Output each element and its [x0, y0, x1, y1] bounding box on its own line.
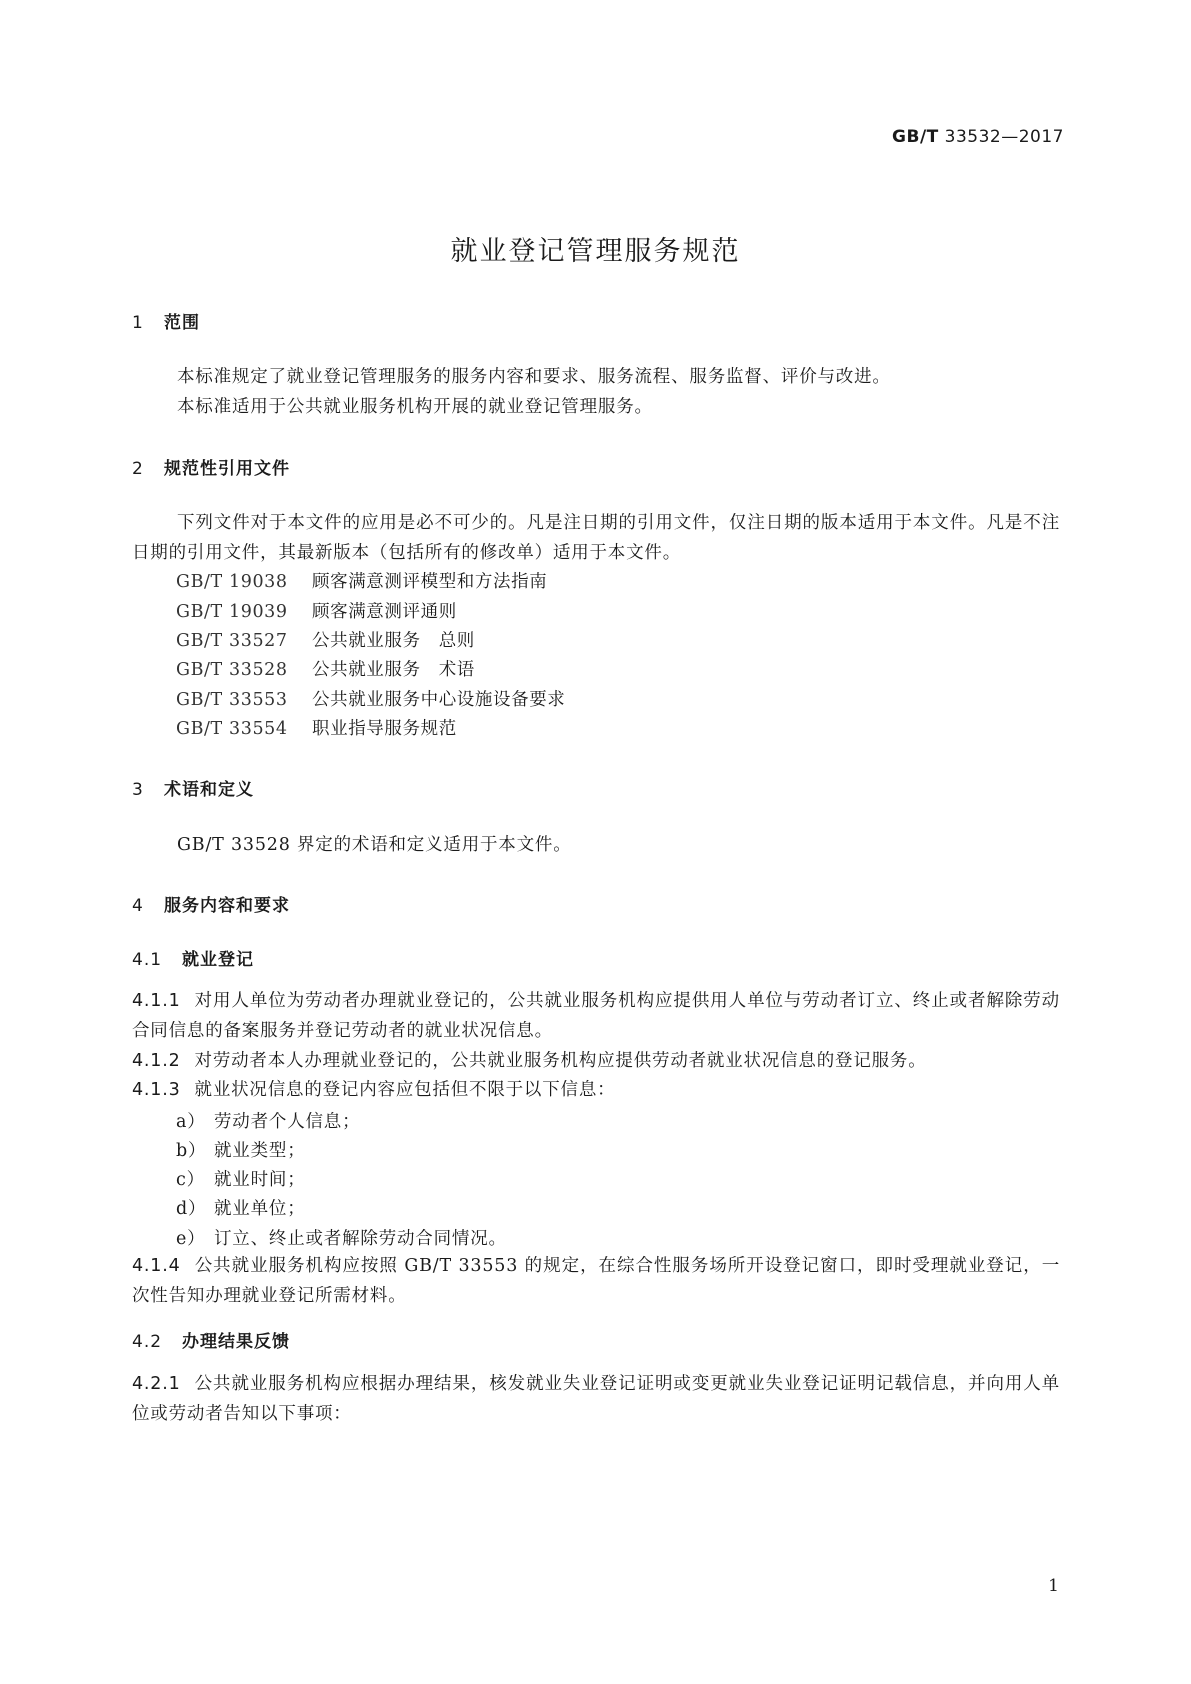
section-title: 服务内容和要求: [164, 896, 290, 916]
reference-item: [176, 715, 457, 740]
reference-item: [176, 656, 475, 681]
reference-code: GB/T 33554: [176, 719, 288, 739]
clause-number: 4.2.1: [132, 1374, 181, 1394]
section-1-heading: [132, 308, 200, 333]
list-marker: e）: [176, 1229, 206, 1249]
reference-title: 顾客满意测评通则: [312, 602, 457, 622]
subsection-4-2-heading: [132, 1327, 290, 1352]
list-item: [176, 1166, 306, 1191]
list-text: 就业单位；: [214, 1199, 306, 1219]
document-title: 就业登记管理服务规范: [450, 236, 741, 267]
subsection-number: 4.1: [132, 950, 163, 970]
section-title: 范围: [164, 313, 200, 333]
list-item: [176, 1137, 306, 1162]
subsection-title: 办理结果反馈: [182, 1332, 290, 1352]
subsection-4-1-heading: [132, 945, 254, 970]
list-text: 订立、终止或者解除劳动合同情况。: [214, 1229, 507, 1249]
clause-4-1-4: [132, 1251, 1060, 1311]
reference-title: 公共就业服务 术语: [312, 660, 475, 680]
list-text: 就业时间；: [214, 1170, 306, 1190]
reference-item: [176, 598, 457, 623]
reference-title: 公共就业服务中心设施设备要求: [312, 690, 566, 710]
clause-number: 4.1.4: [132, 1256, 181, 1276]
reference-title: 顾客满意测评模型和方法指南: [312, 572, 548, 592]
reference-item: [176, 627, 475, 652]
section-title: 规范性引用文件: [164, 459, 290, 479]
section-4-heading: [132, 891, 290, 916]
section-number: 2: [132, 459, 144, 479]
standard-prefix: GB/T: [892, 127, 939, 147]
clause-4-1-1: [132, 986, 1060, 1046]
list-text: 就业类型；: [214, 1141, 306, 1161]
reference-item: [176, 568, 547, 593]
clause-4-1-2: [132, 1046, 1060, 1076]
scope-paragraph-2: 本标准适用于公共就业服务机构开展的就业登记管理服务。: [177, 397, 653, 417]
reference-code: GB/T 33527: [176, 631, 288, 651]
reference-title: 职业指导服务规范: [312, 719, 457, 739]
clause-text: 就业状况信息的登记内容应包括但不限于以下信息：: [194, 1080, 616, 1100]
scope-paragraph-1: 本标准规定了就业登记管理服务的服务内容和要求、服务流程、服务监督、评价与改进。: [177, 367, 891, 387]
page-number: 1: [1048, 1576, 1059, 1596]
terms-paragraph: GB/T 33528 界定的术语和定义适用于本文件。: [177, 835, 572, 855]
reference-code: GB/T 19039: [176, 602, 288, 622]
subsection-number: 4.2: [132, 1332, 163, 1352]
section-number: 1: [132, 313, 144, 333]
clause-number: 4.1.2: [132, 1051, 181, 1071]
list-item: [176, 1225, 507, 1250]
clause-4-2-1: [132, 1369, 1060, 1429]
standard-code: 33532—2017: [944, 127, 1064, 147]
section-title: 术语和定义: [164, 780, 254, 800]
clause-number: 4.1.3: [132, 1080, 181, 1100]
clause-text: 公共就业服务机构应根据办理结果，核发就业失业登记证明或变更就业失业登记证明记载信息，并向用人单位或劳动者告知以下事项：: [132, 1374, 1060, 1424]
reference-code: GB/T 33528: [176, 660, 288, 680]
list-item: [176, 1108, 360, 1133]
section-3-heading: [132, 775, 254, 800]
section-2-heading: [132, 454, 290, 479]
normative-references-paragraph: 下列文件对于本文件的应用是必不可少的。凡是注日期的引用文件，仅注日期的版本适用于本文件。凡是不注日期的引用文件，其最新版本（包括所有的修改单）适用于本文件。: [132, 513, 1060, 563]
clause-text: 公共就业服务机构应按照 GB/T 33553 的规定，在综合性服务场所开设登记窗口，即时受理就业登记，一次性告知办理就业登记所需材料。: [132, 1256, 1060, 1306]
section-number: 4: [132, 896, 144, 916]
clause-text: 对劳动者本人办理就业登记的，公共就业服务机构应提供劳动者就业状况信息的登记服务。: [194, 1051, 927, 1071]
standard-number: [892, 127, 1064, 147]
clause-number: 4.1.1: [132, 991, 181, 1011]
reference-code: GB/T 33553: [176, 690, 288, 710]
reference-code: GB/T 19038: [176, 572, 288, 592]
list-marker: b）: [176, 1141, 207, 1161]
reference-title: 公共就业服务 总则: [312, 631, 475, 651]
subsection-title: 就业登记: [182, 950, 254, 970]
list-marker: a）: [176, 1112, 206, 1132]
list-item: [176, 1195, 306, 1220]
clause-4-1-3: [132, 1075, 1060, 1105]
reference-item: [176, 686, 565, 711]
clause-text: 对用人单位为劳动者办理就业登记的，公共就业服务机构应提供用人单位与劳动者订立、终止或者解除劳动合同信息的备案服务并登记劳动者的就业状况信息。: [132, 991, 1060, 1041]
list-text: 劳动者个人信息；: [214, 1112, 361, 1132]
section-number: 3: [132, 780, 144, 800]
list-marker: d）: [176, 1199, 207, 1219]
list-marker: c）: [176, 1170, 205, 1190]
